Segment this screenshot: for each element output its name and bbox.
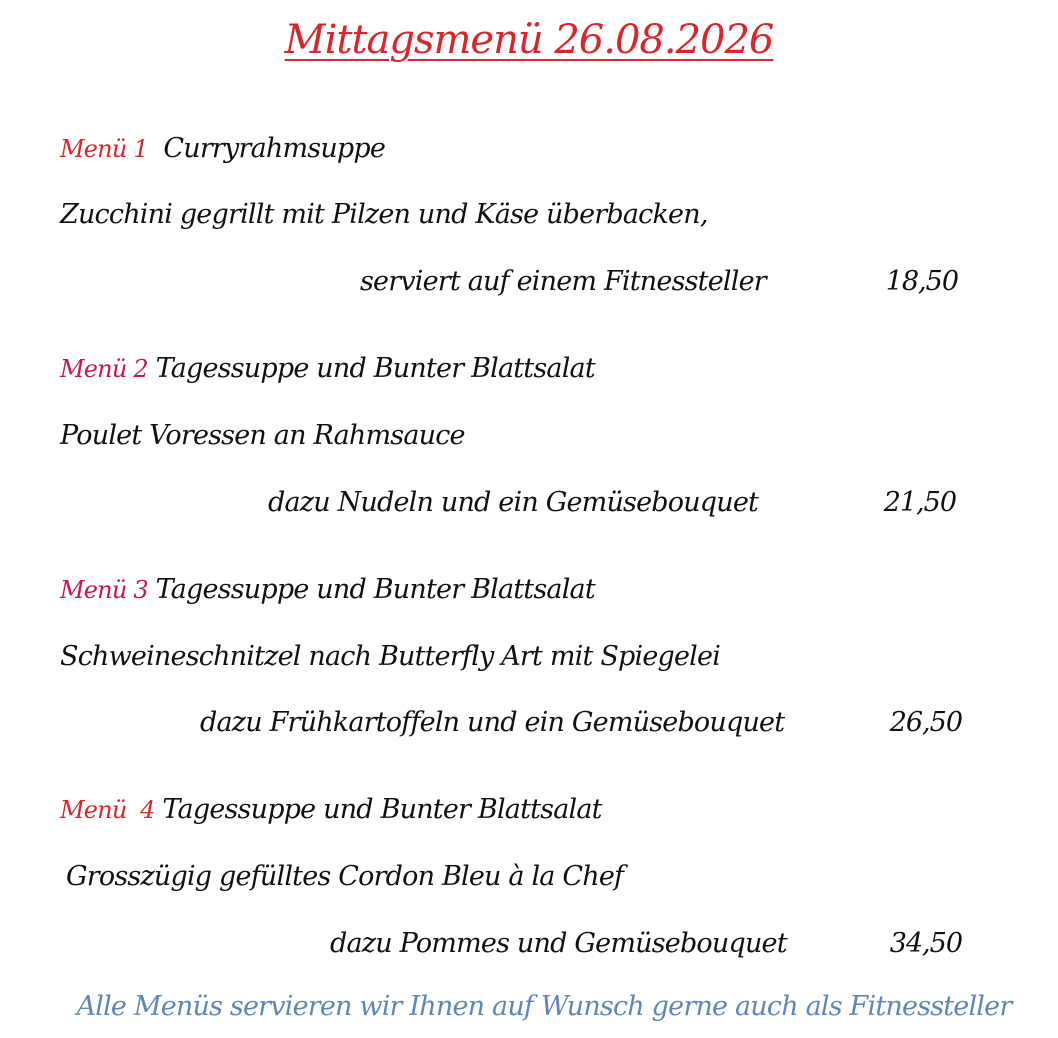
menu-2-dish: Poulet Voressen an Rahmsauce: [60, 420, 465, 451]
menu-4-label: Menü 4: [60, 796, 155, 824]
menu-3-side: dazu Frühkartoffeln und ein Gemüsebouquet: [200, 707, 785, 738]
menu-3-starter: Tagessuppe und Bunter Blattsalat: [155, 574, 595, 605]
menu-1-side: serviert auf einem Fitnessteller: [360, 266, 766, 297]
menu-3-header: [60, 573, 595, 607]
fitness-note: Alle Menüs servieren wir Ihnen auf Wunsch gerne auch als Fitnessteller: [76, 991, 1012, 1022]
menu-4-side: dazu Pommes und Gemüsebouquet: [330, 928, 787, 959]
menu-title: Mittagsmenü 26.08.2026: [284, 17, 774, 63]
menu-3-label: Menü 3: [60, 576, 148, 604]
menu-2-side: dazu Nudeln und ein Gemüsebouquet: [268, 487, 759, 518]
menu-1-price: 18,50: [885, 266, 958, 297]
menu-3-dish: Schweineschnitzel nach Butterfly Art mit Spiegelei: [60, 641, 721, 672]
menu-4-starter: Tagessuppe und Bunter Blattsalat: [162, 794, 602, 825]
menu-1-label: Menü 1: [60, 135, 148, 163]
menu-1-dish: Zucchini gegrillt mit Pilzen und Käse überbacken,: [60, 199, 708, 230]
menu-3-price: 26,50: [889, 707, 962, 738]
menu-2-header: [60, 352, 595, 386]
menu-2-label: Menü 2: [60, 355, 148, 383]
menu-4-header: [60, 793, 602, 827]
menu-4-price: 34,50: [889, 928, 962, 959]
menu-4-dish: Grosszügig gefülltes Cordon Bleu à la Chef: [66, 861, 624, 892]
menu-2-price: 21,50: [883, 487, 956, 518]
menu-1-header: [60, 132, 385, 166]
menu-2-starter: Tagessuppe und Bunter Blattsalat: [155, 353, 595, 384]
menu-1-starter: Curryrahmsuppe: [163, 133, 386, 164]
